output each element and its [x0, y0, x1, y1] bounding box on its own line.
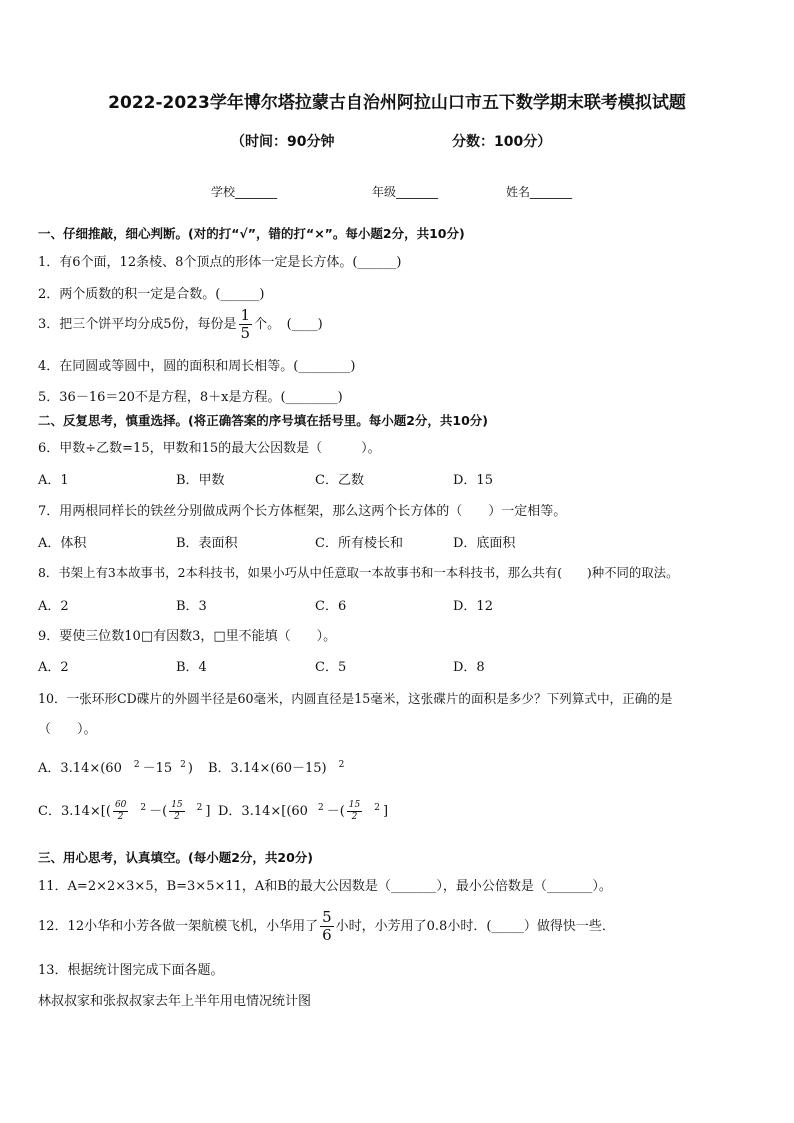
question-7: 7．用两根同样长的铁丝分别做成两个长方体框架，那么这两个长方体的（ ）一定相等。 — [38, 504, 567, 519]
question-1: 1．有6个面，12条棱、8个顶点的形体一定是长方体。(______) — [38, 255, 402, 270]
fraction-fifteen-halves — [347, 801, 362, 822]
option-10d — [218, 800, 388, 822]
option-10d-minus: －( — [326, 804, 345, 819]
option-8c: C．6 — [315, 599, 347, 614]
exponent: 2 — [180, 759, 186, 770]
question-10-blank: （ ）。 — [38, 722, 97, 737]
exam-score: 分数：100分） — [452, 134, 552, 150]
fraction-numerator: 5 — [322, 908, 332, 926]
option-10c-minus: －( — [149, 804, 168, 819]
question-3-suffix: 个。 (____) — [254, 317, 323, 332]
school-field: 学校_______ — [211, 185, 278, 199]
option-6b: B．甲数 — [176, 473, 225, 488]
option-6d: D．15 — [453, 473, 493, 488]
question-5: 5．36－16＝20不是方程，8＋x是方程。(________) — [38, 390, 343, 405]
question-6: 6．甲数÷乙数=15，甲数和15的最大公因数是（ ）。 — [38, 441, 381, 456]
grade-field: 年级_______ — [372, 185, 439, 199]
exponent: 2 — [317, 802, 324, 813]
fraction-denominator: 2 — [117, 812, 124, 822]
question-13: 13．根据统计图完成下面各题。 — [38, 963, 224, 978]
exam-time: （时间：90分钟 — [231, 134, 335, 150]
option-8b: B．3 — [176, 599, 207, 614]
fraction-one-fifth — [239, 308, 253, 341]
option-10c — [38, 800, 210, 822]
option-10a — [38, 757, 193, 776]
fraction-numerator: 15 — [171, 800, 183, 810]
option-8a: A．2 — [38, 599, 69, 614]
option-9a: A．2 — [38, 660, 69, 675]
option-7a: A．体积 — [38, 536, 87, 551]
name-field: 姓名_______ — [506, 185, 573, 199]
fraction-denominator: 2 — [174, 812, 180, 822]
option-9b: B．4 — [176, 660, 207, 675]
option-10b-text: B．3.14×(60－15) — [208, 761, 327, 776]
exponent: 2 — [133, 759, 140, 770]
option-6c: C．乙数 — [315, 473, 364, 488]
fraction-denominator: 6 — [322, 926, 332, 944]
option-10c-close: ] — [205, 804, 211, 819]
option-8d: D．12 — [453, 599, 493, 614]
option-7d: D．底面积 — [453, 536, 516, 551]
question-2: 2．两个质数的积一定是合数。(______) — [38, 287, 265, 302]
chart-caption: 林叔叔家和张叔叔家去年上半年用电情况统计图 — [38, 994, 312, 1009]
question-3-text: 3．把三个饼平均分成5份，每份是 — [38, 317, 237, 332]
question-10: 10．一张环形CD碟片的外圆半径是60毫米，内圆直径是15毫米，这张碟片的面积是多少？下列算式中，正确的是 — [38, 691, 673, 706]
question-9: 9．要使三位数10□有因数3，□里不能填（ ）。 — [38, 629, 337, 644]
question-12 — [38, 910, 615, 943]
option-10a-minus: －15 — [142, 761, 173, 776]
exponent: 2 — [374, 802, 380, 813]
option-10d-text: D．3.14×[(60 — [218, 804, 308, 819]
fraction-denominator: 5 — [240, 324, 251, 342]
question-4: 4．在同圆或等圆中，圆的面积和周长相等。(________) — [38, 359, 356, 374]
option-7c: C．所有棱长和 — [315, 536, 403, 551]
question-8: 8．书架上有3本故事书，2本科技书，如果小巧从中任意取一本故事书和一本科技书，那么共有( )种不同的取法。 — [38, 565, 679, 580]
section-heading-choice: 二、反复思考，慎重选择。(将正确答案的序号填在括号里。每小题2分，共10分) — [38, 413, 489, 428]
option-7b: B．表面积 — [176, 536, 238, 551]
exponent: 2 — [338, 759, 345, 770]
question-12-text: 12．12小华和小芳各做一架航模飞机，小华用了 — [38, 919, 319, 934]
option-10b — [208, 757, 344, 776]
question-12-suffix: 小时，小芳用了0.8小时．(_____）做得快一些． — [335, 919, 615, 934]
section-heading-judgment: 一、仔细推敲，细心判断。(对的打“√”，错的打“×”。每小题2分，共10分) — [38, 226, 465, 241]
exponent: 2 — [196, 802, 203, 813]
question-11: 11．A=2×2×3×5，B=3×5×11，A和B的最大公因数是（_______），最小公倍数是（_______）。 — [38, 879, 612, 894]
page-title: 2022-2023学年博尔塔拉蒙古自治州阿拉山口市五下数学期末联考模拟试题 — [108, 93, 686, 113]
fraction-denominator: 2 — [351, 812, 358, 822]
question-3 — [38, 308, 323, 341]
fraction-five-sixths — [320, 910, 334, 943]
fraction-sixty-halves — [113, 801, 128, 822]
fraction-numerator: 60 — [114, 800, 127, 810]
exponent: 2 — [140, 802, 147, 813]
option-10c-text: C．3.14×[( — [38, 804, 111, 819]
option-9c: C．5 — [315, 660, 347, 675]
option-6a: A．1 — [38, 473, 69, 488]
fraction-numerator: 15 — [348, 800, 361, 810]
option-10a-close: ) — [187, 761, 193, 776]
section-heading-fill: 三、用心思考，认真填空。(每小题2分，共20分) — [38, 850, 314, 865]
option-10a-text: A．3.14×(60 — [38, 761, 122, 776]
option-9d: D．8 — [453, 660, 485, 675]
fraction-fifteen-halves — [169, 801, 184, 822]
fraction-numerator: 1 — [240, 306, 251, 324]
option-10d-close: ] — [382, 804, 389, 819]
